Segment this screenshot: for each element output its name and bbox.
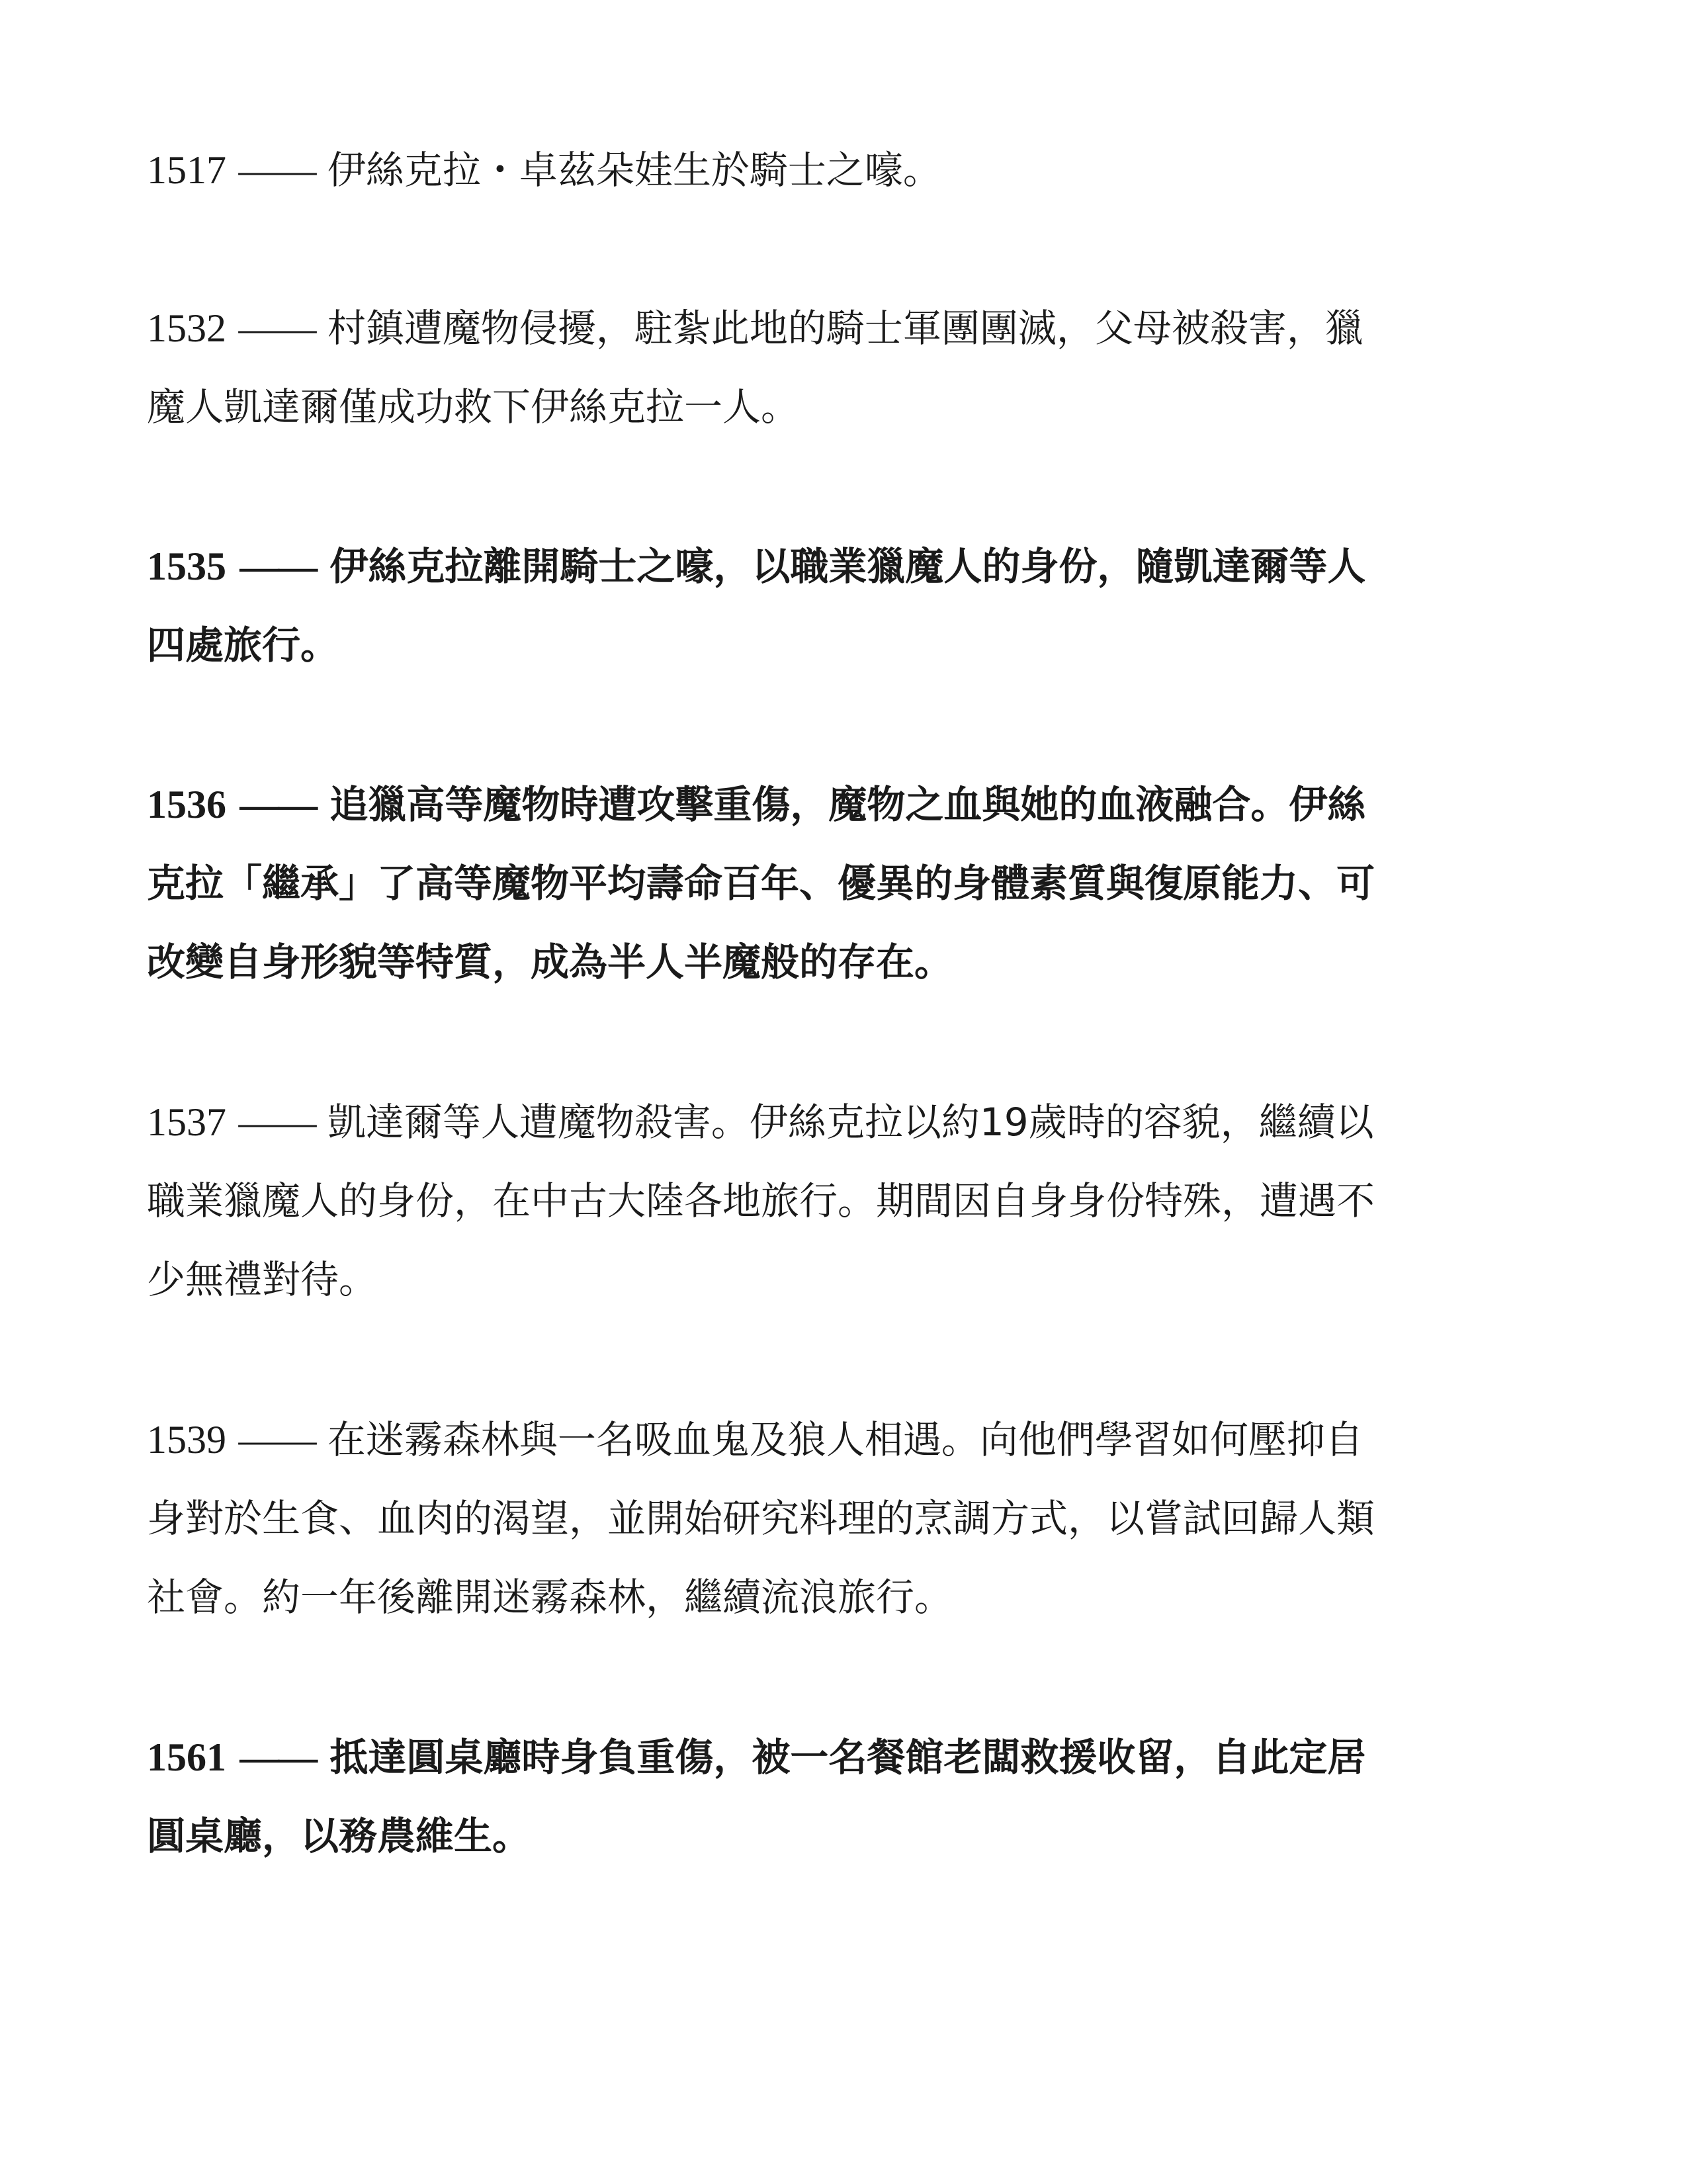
entry-dash: —— — [239, 545, 317, 588]
entry-year: 1537 — [147, 1100, 226, 1144]
entry-text: 伊絲克拉離開騎士之嚎，以職業獵魔人的身份，隨凱達爾等人 — [329, 544, 1366, 589]
entry-text: 抵達圓桌廳時身負重傷，被一名餐館老闆救援收留，自此定居 — [329, 1735, 1366, 1780]
entry-text: 伊絲克拉・卓茲朵娃生於騎士之嚎。 — [327, 148, 941, 193]
entry-line: 改變自身形貌等特質，成為半人半魔般的存在。 — [147, 939, 953, 984]
timeline-entry-1537 — [147, 1083, 1490, 1319]
entry-line: 克拉「繼承」了高等魔物平均壽命百年、優異的身體素質與復原能力、可 — [147, 861, 1375, 906]
entry-line: 身對於生食、血肉的渴望，並開始研究料理的烹調方式，以嘗試回歸人類 — [147, 1496, 1375, 1541]
timeline-entry-1535 — [147, 527, 1490, 685]
entry-year: 1517 — [147, 148, 226, 192]
entry-line — [147, 765, 1490, 844]
entry-line: 魔人凱達爾僅成功救下伊絲克拉一人。 — [147, 384, 800, 429]
entry-line: 圓桌廳，以務農維生。 — [147, 1813, 531, 1858]
entry-year: 1561 — [147, 1735, 226, 1779]
entry-line: 少無禮對待。 — [147, 1257, 378, 1302]
entry-text: 村鎮遭魔物侵擾，駐紮此地的騎士軍團團滅，父母被殺害，獵 — [327, 306, 1363, 351]
timeline-entry-1539 — [147, 1401, 1490, 1637]
entry-year: 1539 — [147, 1418, 226, 1462]
timeline-entry-1532 — [147, 289, 1490, 447]
entry-line — [147, 1401, 1490, 1479]
entry-dash: —— — [238, 306, 316, 350]
entry-dash: —— — [239, 1735, 317, 1779]
entry-dash: —— — [238, 148, 316, 192]
entry-line: 社會。約一年後離開迷霧森林，繼續流浪旅行。 — [147, 1575, 953, 1620]
entry-year: 1535 — [147, 545, 226, 588]
entry-year: 1532 — [147, 306, 226, 350]
entry-text: 凱達爾等人遭魔物殺害。伊絲克拉以約19歲時的容貌，繼續以 — [327, 1100, 1374, 1145]
entry-line: 四處旅行。 — [147, 623, 339, 668]
entry-dash: —— — [238, 1100, 316, 1144]
timeline-entry-1517 — [147, 131, 1490, 210]
entry-line — [147, 1083, 1490, 1162]
entry-line — [147, 289, 1490, 368]
entry-line — [147, 131, 1490, 210]
entry-line — [147, 1718, 1490, 1797]
timeline-entry-1536 — [147, 765, 1490, 1002]
entry-text: 追獵高等魔物時遭攻擊重傷，魔物之血與她的血液融合。伊絲 — [329, 782, 1366, 827]
entry-line — [147, 527, 1490, 606]
entry-line: 職業獵魔人的身份，在中古大陸各地旅行。期間因自身身份特殊，遭遇不 — [147, 1178, 1375, 1223]
entry-dash: —— — [238, 1418, 316, 1462]
entry-year: 1536 — [147, 783, 226, 826]
entry-text: 在迷霧森林與一名吸血鬼及狼人相遇。向他們學習如何壓抑自 — [327, 1417, 1363, 1462]
entry-dash: —— — [239, 783, 317, 826]
timeline-entry-1561 — [147, 1718, 1490, 1876]
